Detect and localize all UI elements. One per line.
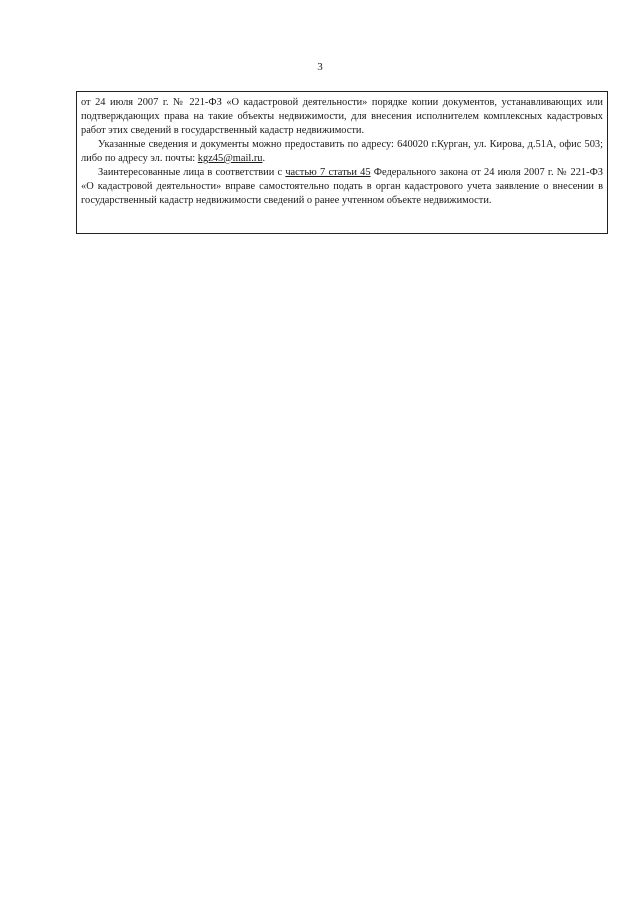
rights-text-start: Заинтересованные лица в соответствии с <box>98 167 286 178</box>
address-text: Указанные сведения и документы можно предоставить по адресу: 640020 г.Курган, ул. Кирова, д.51А, офис 503; либо по адресу эл. почты: <box>81 139 603 164</box>
notice-box <box>76 91 608 234</box>
page-number: 3 <box>317 61 323 73</box>
address-text-end: . <box>262 153 266 164</box>
notice-paragraph-address <box>81 138 603 166</box>
rights-text-end: Федерального закона от 24 июля 2007 г. № 221-ФЗ «О кадастровой деятельности» вправе самостоятельно подать в орган кадастрового учета заявление о внесении в государственный кадастр недвижимости сведений о ранее учтенном объекте недвижимости. <box>81 167 603 206</box>
law-article-link[interactable]: частью 7 статьи 45 <box>285 167 371 178</box>
notice-paragraph-rights <box>81 166 603 208</box>
email-link[interactable]: kgz45@mail.ru <box>197 153 263 164</box>
notice-paragraph-documents: от 24 июля 2007 г. № 221-ФЗ «О кадастровой деятельности» порядке копии документов, устанавливающих или подтверждающих права на такие объекты недвижимости, для внесения исполнителем комплексных кадастровых работ этих сведений в государственный кадастр недвижимости. <box>81 97 603 136</box>
